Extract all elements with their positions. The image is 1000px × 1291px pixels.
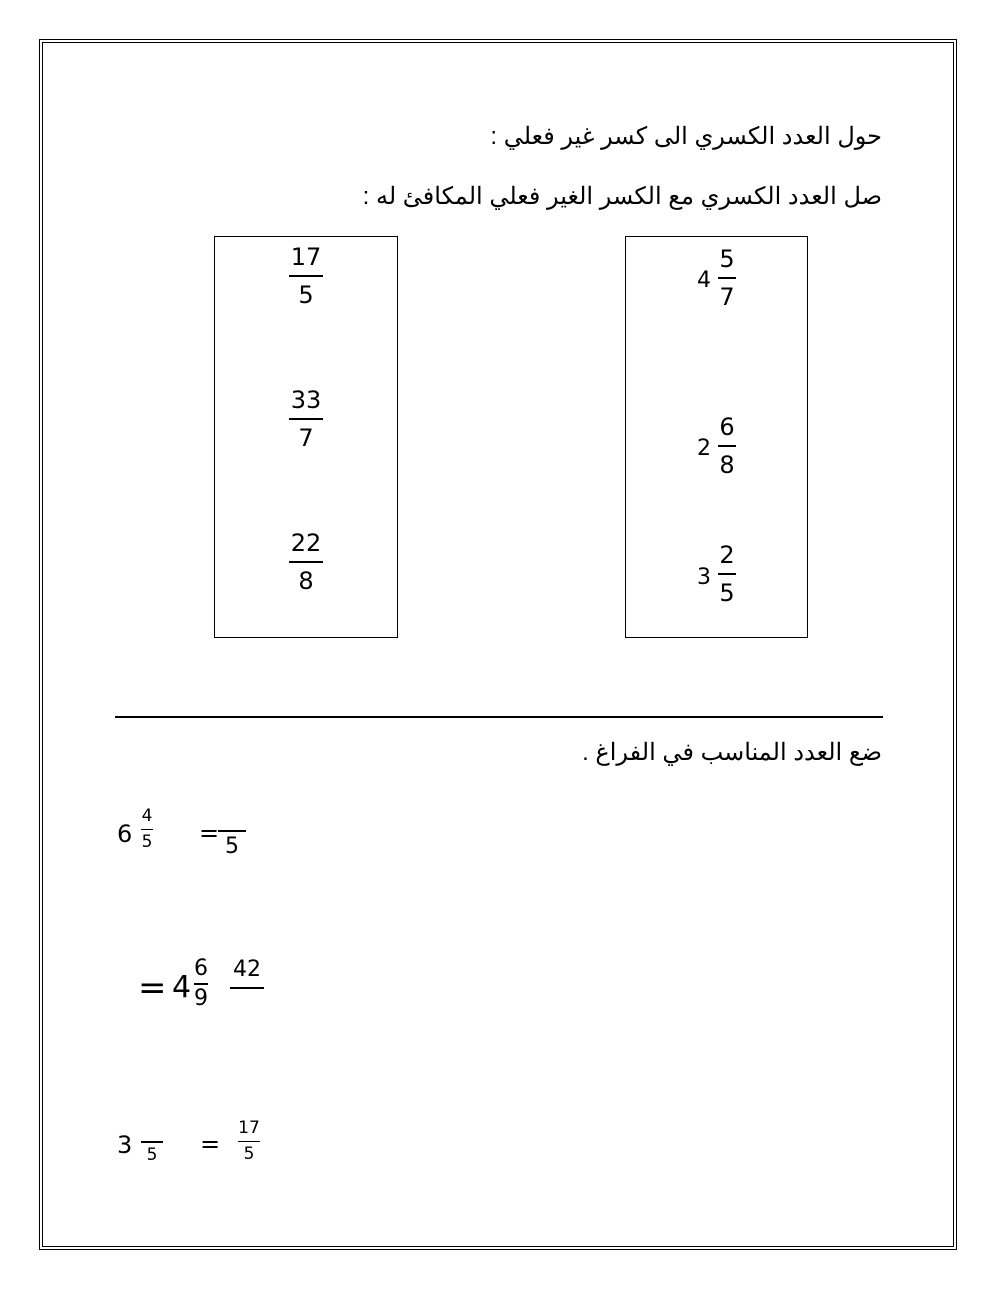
improper-fraction-2[interactable] (281, 388, 331, 450)
fraction-bar (289, 418, 323, 420)
fill-instruction: ضع العدد المناسب في الفراغ . (582, 739, 882, 766)
denominator: 5 (719, 579, 735, 607)
improper-fraction-1[interactable] (281, 245, 331, 307)
denominator: 5 (141, 832, 153, 852)
answer-denominator: 5 (225, 834, 239, 859)
whole-part: 4 (172, 970, 192, 1005)
denominator: 9 (194, 986, 208, 1011)
mixed-fraction (137, 808, 157, 851)
fraction-bar (718, 445, 736, 447)
answer-numerator: 17 (238, 1118, 260, 1138)
fraction-bar (141, 1141, 163, 1143)
fraction-bar (194, 983, 208, 985)
denominator: 5 (298, 281, 314, 309)
denominator: 7 (298, 424, 314, 452)
answer-blank[interactable] (218, 814, 246, 858)
answer-numerator: 42 (233, 957, 261, 982)
fraction-bar (718, 277, 736, 279)
whole-part: 3 (117, 1131, 133, 1159)
whole-part: 4 (697, 268, 711, 293)
fraction-bar (218, 830, 246, 832)
fraction-bar (141, 829, 153, 830)
denominator: 7 (719, 283, 735, 311)
numerator: 5 (719, 245, 735, 273)
denominator: 8 (298, 567, 314, 595)
whole-part: 2 (697, 436, 711, 461)
whole-part: 6 (117, 820, 133, 848)
equals-sign: = (200, 1130, 221, 1158)
mixed-fraction (190, 958, 212, 1010)
fraction-bar (289, 275, 323, 277)
numerator: 4 (141, 806, 153, 826)
mixed-fraction (714, 247, 740, 309)
match-instruction: صل العدد الكسري مع الكسر الغير فعلي المكافئ له : (362, 183, 882, 210)
equals-sign: = (138, 968, 167, 1008)
page-border (39, 39, 957, 1250)
denominator: 8 (719, 451, 735, 479)
answer-fraction (236, 1120, 262, 1163)
fraction-bar (238, 1141, 260, 1142)
mixed-fraction[interactable] (140, 1127, 164, 1164)
convert-instruction: حول العدد الكسري الى كسر غير فعلي : (490, 123, 882, 150)
fraction-bar (230, 987, 264, 989)
equals-sign: = (199, 819, 220, 847)
denominator: 5 (146, 1145, 158, 1165)
mixed-fraction (714, 543, 740, 605)
numerator: 33 (290, 386, 322, 414)
numerator: 17 (290, 243, 322, 271)
fraction-bar (718, 573, 736, 575)
answer-blank[interactable] (230, 959, 264, 1005)
improper-fraction-3[interactable] (281, 531, 331, 593)
numerator: 2 (719, 541, 735, 569)
numerator: 22 (290, 529, 322, 557)
numerator: 6 (719, 413, 735, 441)
whole-part: 3 (697, 565, 711, 590)
section-divider (115, 716, 883, 718)
answer-denominator: 5 (243, 1144, 255, 1164)
fraction-bar (289, 561, 323, 563)
numerator: 6 (194, 956, 208, 981)
mixed-fraction (714, 415, 740, 477)
